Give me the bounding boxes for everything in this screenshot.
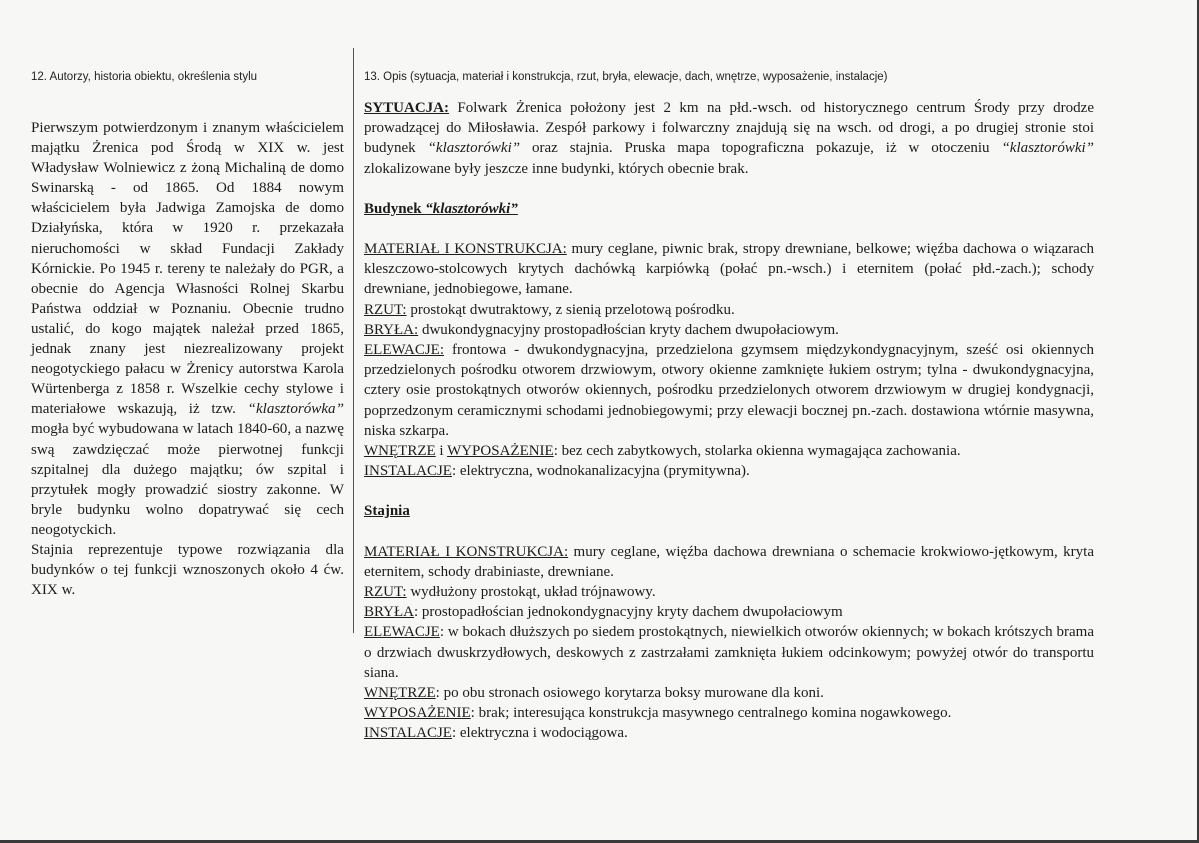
b2-plan: RZUT: wydłużony prostokąt, układ trójnawowy.	[364, 584, 656, 601]
situation-label: SYTUACJA:	[364, 100, 450, 116]
b1-installations: INSTALACJE: elektryczna, wodnokanalizacyjna (prymitywna).	[364, 463, 750, 480]
b1-interior: WNĘTRZE i WYPOSAŻENIE: bez cech zabytkowych, stolarka okienna wymagająca zachowania.	[364, 443, 961, 460]
history-paragraph-1: Pierwszym potwierdzonym i znanym właścicielem majątku Żrenica pod Środą w XIX w. jest Władysław Wolniewicz z żoną Michaliną de domo Swinarską - od 1865. Od 1884 nowym właścicielem była Jadwiga Zamojska de domo Działyńska, która w 1920 r. przekazała nieruchomości w skład Fundacji Zakłady Kórnickie. Po 1945 r. tereny te należały do PGR, a obecnie do Agencja Własności Rolnej Skarbu Państwa oddział w Poznaniu. Obecnie trudno ustalić, do kogo majątek należał przed 1865, jednak znany jest niezrealizowany projekt neogotyckiego pałacu w Żrenicy autorstwa Karola Würtenberga z 1858 r. Wszelkie cechy stylowe i materiałowe wskazują, iż tzw. “klasztorówka” mogła być wybudowana w latach 1840-60, a nazwę swą zawdzięczać może pierwotnej funkcji szpitalnej dla dużego majątku; ów szpital i przytułek mogły prowadzić siostry zakonne. W bryle budynku wolno dopatrywać się cech neogotyckich.	[31, 120, 344, 538]
b2-elevations: ELEWACJE: w bokach dłuższych po siedem prostokątnych, niewielkich otworów okiennych; w bokach krótszych brama o drzwiach dwuskrzydłowych, deskowych z zastrzałami zamknięta łukiem odcinkowym; powyżej otwór do transportu siana.	[364, 624, 1094, 681]
section-12-heading: 12. Autorzy, historia obiektu, określenia stylu	[31, 71, 258, 83]
situation-paragraph: SYTUACJA: Folwark Żrenica położony jest 2 km na płd.-wsch. od historycznego centrum Środy przy drodze prowadzącej do Miłosławia. Zespół parkowy i folwarczny znajdują się na wsch. od drogi, a po drugiej stronie stoi budynek “klasztorówki” oraz stajnia. Pruska mapa topograficzna pokazuje, iż w otoczeniu “klasztorówki” zlokalizowane były jeszcze inne budynki, których obecnie brak.	[364, 100, 1094, 177]
b2-mass: BRYŁA: prostopadłościan jednokondygnacyjny kryty dachem dwupołaciowym	[364, 604, 843, 621]
history-column	[31, 118, 344, 600]
column-divider	[353, 48, 354, 633]
b1-mass: BRYŁA: dwukondygnacyjny prostopadłościan kryty dachem dwupołaciowym.	[364, 321, 839, 338]
building-2-title: Stajnia	[364, 503, 410, 520]
b2-equipment: WYPOSAŻENIE: brak; interesująca konstrukcja masywnego centralnego komina nogawkowego.	[364, 705, 952, 722]
description-column	[364, 98, 1094, 744]
section-13-heading: 13. Opis (sytuacja, materiał i konstrukcja, rzut, bryła, elewacje, dach, wnętrze, wyposażenie, instalacje)	[364, 71, 888, 83]
b2-interior: WNĘTRZE: po obu stronach osiowego korytarza boksy murowane dla koni.	[364, 685, 824, 702]
b1-elevations: ELEWACJE: frontowa - dwukondygnacyjna, przedzielona gzymsem międzykondygnacyjnym, sześć osi okiennych przedzielonych pośrodku otworem drzwiowym, otwory okienne zamknięte łukiem ostrym; tylna - dwukondygnacyjna, cztery osie prostokątnych otworów okiennych, pośrodku przedzielonych otworem drzwiowym w drugiej kondygnacji, poprzedzonym ceramicznymi schodami jednobiegowymi; przy elewacji bocznej pn.-zach. dostawiona wtórnie masywna, niska szkarpa.	[364, 342, 1094, 439]
b2-installations: INSTALACJE: elektryczna i wodociągowa.	[364, 725, 628, 742]
b1-material: MATERIAŁ I KONSTRUKCJA: mury ceglane, piwnic brak, stropy drewniane, belkowe; więźba dachowa o wiązarach kleszczowo-stolcowych krytych dachówką karpiówką (połać pn.-wsch.) i eternitem (połać płd.-zach.); schody drewniane, jednobiegowe, łamane.	[364, 241, 1094, 298]
building-1-title: Budynek “klasztorówki”	[364, 200, 518, 217]
b1-plan: RZUT: prostokąt dwutraktowy, z sienią przelotową pośrodku.	[364, 301, 735, 318]
italic-term: “klasztorówka”	[247, 401, 344, 418]
b2-material: MATERIAŁ I KONSTRUKCJA: mury ceglane, więźba dachowa drewniana o schemacie krokwiowo-jętkowym, kryta eternitem, schody drabiniaste, drewniane.	[364, 543, 1094, 580]
history-paragraph-2: Stajnia reprezentuje typowe rozwiązania dla budynków o tej funkcji wznoszonych około 4 ćw. XIX w.	[31, 541, 344, 599]
